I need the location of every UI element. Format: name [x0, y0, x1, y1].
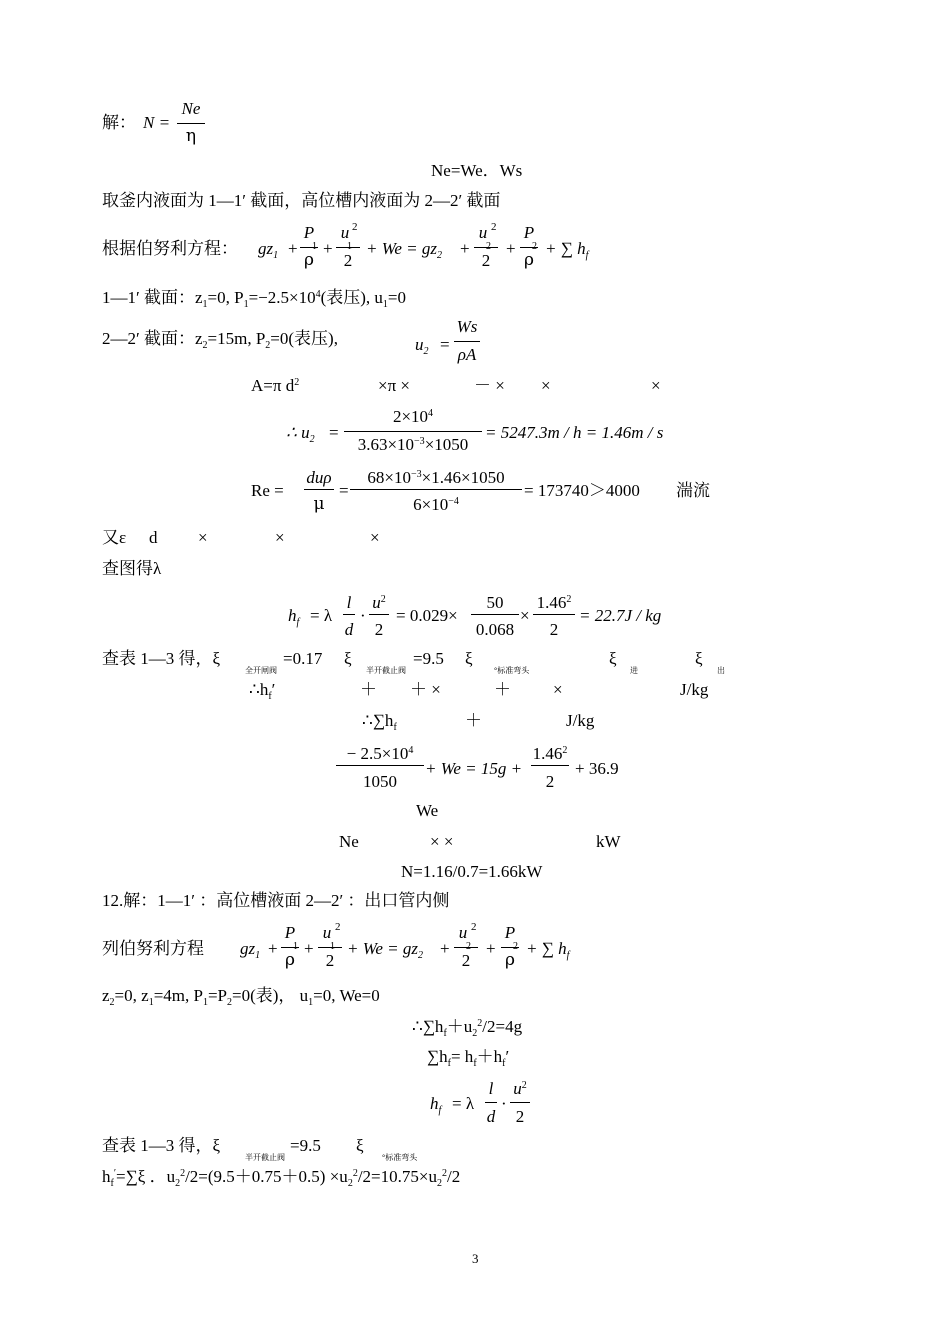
- subscript-label: °标准弯头: [494, 666, 530, 675]
- fraction-numerator: u: [340, 223, 350, 242]
- formula-plus: +: [288, 239, 298, 258]
- local-loss-formula: $h_f'=\sum\xi$ ．$u_2^2/2=(9.5+0.75+0.5) \times u_2^2/2=10.75\times u_2^2/2$: [102, 1167, 461, 1189]
- fraction-numerator: P: [303, 223, 315, 242]
- formula-fragment: d: [149, 528, 158, 547]
- formula-fragment: ×: [198, 528, 208, 547]
- total-loss-label: $\therefore\sum h_f$: [362, 711, 397, 733]
- formula-fragment: ＋ ×: [410, 680, 441, 699]
- formula-fragment: + 36.9: [575, 759, 619, 778]
- fraction-numerator: u: [478, 223, 488, 242]
- unit-label: J/kg: [680, 680, 709, 699]
- reynolds-result: = 173740＞4000: [524, 481, 640, 500]
- fraction-numerator: $68\times 10^{-3}\times 1.46\times 1050$: [367, 468, 505, 487]
- fraction-numerator: Ne: [181, 99, 201, 118]
- formula-fragment: ξ: [356, 1136, 364, 1155]
- fraction-bar: [510, 1102, 530, 1103]
- fraction-denominator: $6\times 10^{-4}$: [413, 495, 459, 514]
- formula-plus: +: [304, 939, 314, 958]
- fraction-bar: [454, 947, 478, 948]
- fraction-denominator: 2: [461, 951, 471, 970]
- formula-fragment: － ×: [474, 376, 505, 395]
- velocity-result: = 5247.3m / h = 1.46m / s: [485, 423, 664, 442]
- section-2-conditions: 2—2′ 截面：$z_2=15m$, $P_2=0$(表压),: [102, 329, 338, 351]
- roughness-label: 又ε: [102, 528, 127, 547]
- fraction-bar: [474, 247, 498, 248]
- subscript-label: 半开截止阀: [245, 1153, 285, 1162]
- subscript-label: 半开截止阀: [366, 666, 406, 675]
- fraction-bar: [300, 247, 318, 248]
- fraction-bar: [369, 614, 389, 615]
- fraction-denominator: 2: [515, 1107, 525, 1126]
- formula-term: + ∑ $h_f$: [545, 239, 589, 261]
- fraction-bar: [533, 614, 575, 615]
- superscript: 2: [471, 921, 477, 933]
- table-lookup-1: 查表 1—3 得，ξ: [102, 649, 221, 668]
- formula-fragment: ξ: [465, 649, 473, 668]
- unit-label: kW: [596, 832, 621, 851]
- formula-term: $u_2$: [415, 335, 429, 357]
- fraction-bar: [281, 947, 299, 948]
- fraction-bar: [350, 489, 522, 490]
- fraction-numerator: $u^2$: [513, 1079, 527, 1098]
- formula-plus: +: [323, 239, 333, 258]
- fraction-denominator: 2: [343, 251, 353, 270]
- fraction-denominator: 2: [481, 251, 491, 270]
- solution-label: 解：: [102, 113, 136, 132]
- fraction-denominator: ρA: [457, 345, 477, 364]
- energy-balance: $\therefore\sum h_f+u_2^2/2=4g$: [412, 1017, 523, 1039]
- fraction-numerator: $u^2$: [372, 593, 386, 612]
- formula-plus: +: [460, 239, 470, 258]
- formula-equals: = λ: [452, 1094, 475, 1113]
- formula-fragment: ×π ×: [378, 376, 411, 395]
- formula-equals: =: [440, 335, 450, 354]
- fraction-bar: [454, 341, 480, 342]
- formula-times: ×: [520, 606, 530, 625]
- fraction-bar: [318, 947, 342, 948]
- formula-dot: ·: [501, 1094, 507, 1113]
- fraction-denominator: ρ: [505, 950, 515, 970]
- fraction-numerator: l: [346, 593, 352, 612]
- fraction-numerator: 50: [486, 593, 504, 612]
- fraction-bar: [485, 1102, 497, 1103]
- fraction-denominator: d: [344, 620, 354, 639]
- section-1-conditions: 1—1′ 截面：$z_1=0$, $P_1=-2.5\times 10^4$(表压), $u_1=0$: [102, 288, 406, 310]
- formula-fragment: ×: [541, 376, 551, 395]
- formula-term: $h_f$: [430, 1094, 442, 1116]
- problem-12-heading: 12.解：1—1′ ：高位槽液面 2—2′ ：出口管内侧: [102, 891, 450, 910]
- fraction-denominator: ρ: [524, 250, 534, 270]
- fraction-bar: [336, 247, 360, 248]
- formula-lhs: Re =: [251, 481, 284, 500]
- fraction-numerator: P: [504, 923, 516, 942]
- local-loss-label: $\therefore h_f'$: [249, 680, 276, 702]
- fraction-denominator: ρ: [304, 250, 314, 270]
- equation-ne: Ne=We．Ws: [431, 161, 523, 180]
- fraction-bar: [343, 614, 355, 615]
- fraction-numerator: 1.46$^2$: [536, 593, 572, 612]
- fraction-numerator: − $2.5\times 10^4$: [346, 744, 414, 763]
- superscript: 2: [491, 221, 497, 233]
- formula-equals: = λ: [310, 606, 333, 625]
- superscript: 2: [335, 921, 341, 933]
- fraction-numerator: u: [322, 923, 332, 942]
- fraction-denominator: μ: [313, 494, 325, 514]
- fraction-denominator: 2: [545, 772, 555, 791]
- fraction-bar: [501, 947, 519, 948]
- formula-fragment: ξ: [344, 649, 352, 668]
- fraction-denominator: d: [486, 1107, 496, 1126]
- text-line: 取釜内液面为 1—1′ 截面，高位槽内液面为 2—2′ 截面: [102, 191, 501, 210]
- fraction-numerator: duρ: [306, 468, 332, 487]
- formula-term: + $We = gz_2$: [347, 939, 423, 961]
- fraction-bar: [304, 489, 334, 490]
- fraction-bar: [344, 431, 482, 432]
- formula-fragment: ＋: [360, 680, 377, 699]
- text-prefix: 列伯努利方程: [102, 939, 204, 958]
- fraction-numerator: P: [284, 923, 296, 942]
- formula-fragment: ξ: [695, 649, 703, 668]
- head-loss-result: = 22.7J / kg: [579, 606, 662, 625]
- boundary-conditions: $z_2=0$, $z_1=4m$, $P_1=P_2=0$(表)， $u_1=0$, We=0: [102, 986, 380, 1008]
- fraction-denominator: ρ: [285, 950, 295, 970]
- formula-plus: +: [486, 939, 496, 958]
- fraction-numerator: 1.46$^2$: [532, 744, 568, 763]
- we-label: We: [416, 801, 439, 820]
- fraction-denominator: $3.63\times 10^{-3}\times 1050$: [357, 435, 469, 454]
- fraction-numerator: $2\times 10^4$: [392, 407, 434, 426]
- formula-fragment: ×: [553, 680, 563, 699]
- flow-regime: 湍流: [676, 481, 710, 500]
- formula-term: + ∑ $h_f$: [526, 939, 570, 961]
- formula-plus: +: [440, 939, 450, 958]
- total-loss-sum: $\sum h_f= h_f+h_f'$: [427, 1047, 510, 1069]
- fraction-bar: [336, 765, 424, 766]
- formula-equals: =: [339, 481, 349, 500]
- subscript-label: 出: [717, 666, 725, 675]
- fraction-denominator: 1050: [363, 772, 397, 791]
- formula-fragment: ξ: [609, 649, 617, 668]
- formula-term: ∴ $u_2$: [286, 423, 315, 445]
- formula-term: $h_f$: [288, 606, 300, 628]
- fraction-numerator: Ws: [456, 317, 478, 336]
- formula-plus: +: [268, 939, 278, 958]
- formula-term: $gz_1$: [240, 939, 261, 961]
- formula-term: $gz_1$: [258, 239, 279, 261]
- power-result: N=1.16/0.7=1.66kW: [401, 862, 543, 881]
- formula-fragment: ×: [275, 528, 285, 547]
- fraction-numerator: l: [488, 1079, 494, 1098]
- formula-fragment: × ×: [430, 832, 454, 851]
- fraction-bar: [471, 614, 519, 615]
- formula-fragment: ×: [651, 376, 661, 395]
- formula-fragment: ×: [370, 528, 380, 547]
- formula-fragment: =0.17: [283, 649, 323, 668]
- fraction-bar: [520, 247, 538, 248]
- page-number: 3: [472, 1251, 479, 1266]
- formula-term: + $We = gz_2$: [366, 239, 442, 261]
- formula-lhs: N =: [143, 113, 171, 132]
- formula-fragment: =9.5: [413, 649, 444, 668]
- formula-fragment: = 0.029×: [396, 606, 458, 625]
- fraction-numerator: u: [458, 923, 468, 942]
- area-formula: A=π $d^2$: [251, 376, 300, 395]
- fraction-denominator: 2: [325, 951, 335, 970]
- table-lookup-2: 查表 1—3 得，ξ: [102, 1136, 221, 1155]
- formula-fragment: ＋: [494, 680, 511, 699]
- fraction-numerator: P: [523, 223, 535, 242]
- subscript-label: °标准弯头: [382, 1153, 418, 1162]
- superscript: 2: [352, 221, 358, 233]
- ne-label: Ne: [339, 832, 359, 851]
- fraction-denominator: 0.068: [475, 620, 515, 639]
- fraction-bar: [177, 123, 205, 124]
- formula-fragment: =9.5: [290, 1136, 321, 1155]
- formula-fragment: ＋: [465, 711, 482, 730]
- unit-label: J/kg: [566, 711, 595, 730]
- fraction-denominator: 2: [549, 620, 559, 639]
- subscript-label: 进: [630, 666, 638, 675]
- formula-dot: ·: [360, 606, 366, 625]
- formula-plus: +: [506, 239, 516, 258]
- fraction-denominator: η: [185, 126, 197, 146]
- text-prefix: 根据伯努利方程：: [102, 239, 238, 258]
- fraction-bar: [531, 765, 569, 766]
- formula-equals: =: [329, 423, 339, 442]
- text-line: 查图得λ: [102, 559, 162, 578]
- formula-fragment: + We = 15g +: [425, 759, 523, 778]
- subscript-label: 全开闸阀: [245, 666, 277, 675]
- fraction-denominator: 2: [374, 620, 384, 639]
